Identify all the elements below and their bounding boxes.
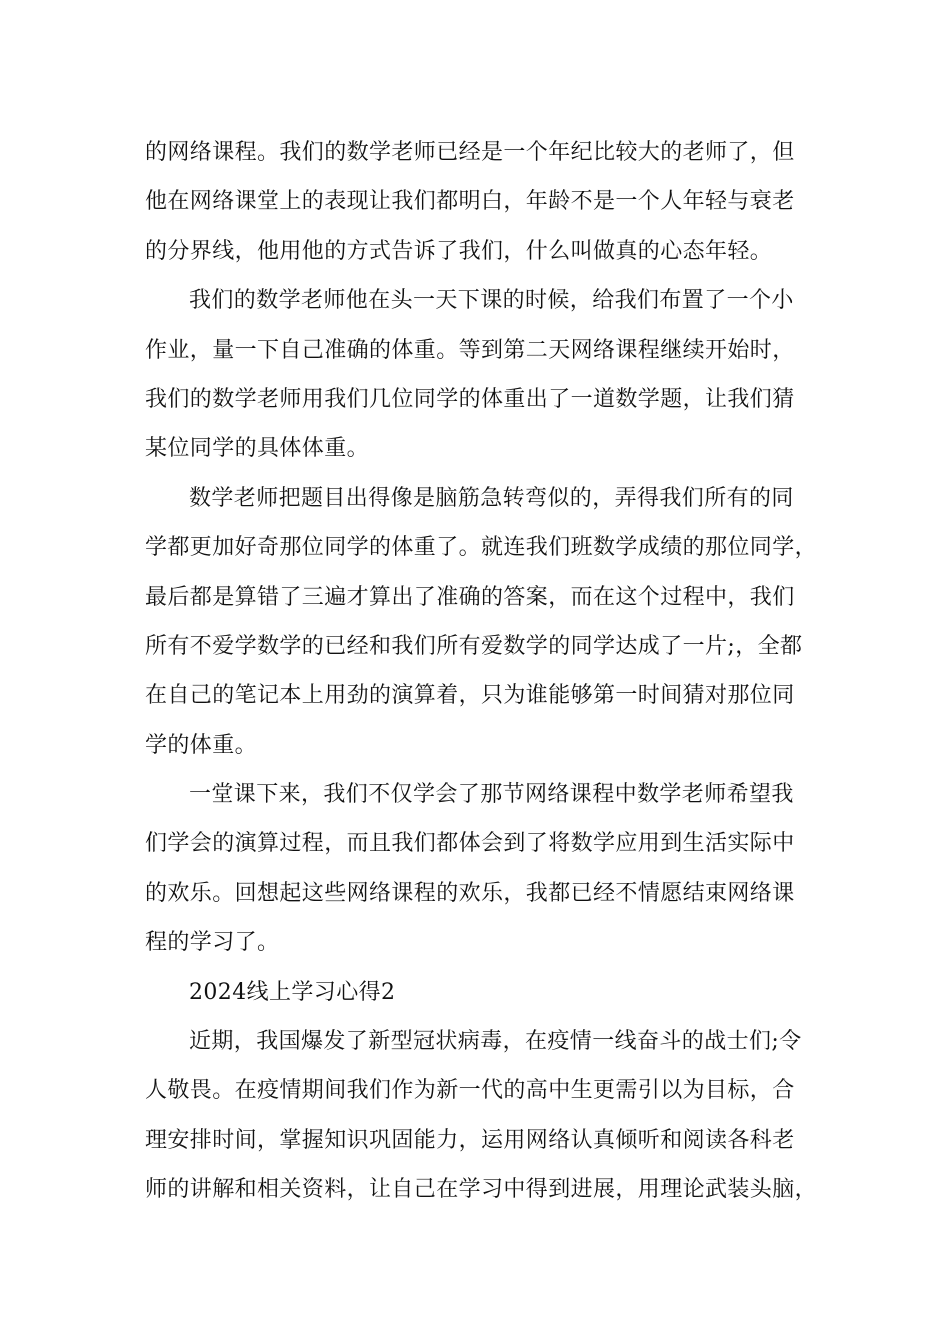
text-line: 我们的数学老师用我们几位同学的体重出了一道数学题，让我们猜 [145, 386, 795, 412]
text-line: 人敬畏。在疫情期间我们作为新一代的高中生更需引以为目标，合 [145, 1078, 795, 1104]
text-line: 在自己的笔记本上用劲的演算着，只为谁能够第一时间猜对那位同 [145, 683, 795, 709]
text-line: 学都更加好奇那位同学的体重了。就连我们班数学成绩的那位同学， [145, 535, 818, 561]
text-line: 学的体重。 [145, 732, 258, 758]
paragraph-first-line: 近期，我国爆发了新型冠状病毒，在疫情一线奋斗的战士们;令 [189, 1029, 802, 1055]
text-line: 的分界线，他用他的方式告诉了我们，什么叫做真的心态年轻。 [145, 238, 773, 264]
text-line: 程的学习了。 [145, 930, 280, 956]
text-line: 某位同学的具体体重。 [145, 436, 370, 462]
text-line: 作业，量一下自己准确的体重。等到第二天网络课程继续开始时， [145, 337, 795, 363]
text-line: 师的讲解和相关资料，让自己在学习中得到进展，用理论武装头脑， [145, 1177, 818, 1203]
document-body [145, 128, 830, 1215]
paragraph-first-line: 一堂课下来，我们不仅学会了那节网络课程中数学老师希望我 [189, 782, 794, 808]
text-line: 他在网络课堂上的表现让我们都明白，年龄不是一个人年轻与衰老 [145, 189, 795, 215]
text-line: 理安排时间，掌握知识巩固能力，运用网络认真倾听和阅读各科老 [145, 1127, 795, 1153]
text-line: 最后都是算错了三遍才算出了准确的答案，而在这个过程中，我们 [145, 584, 795, 610]
text-line: 们学会的演算过程，而且我们都体会到了将数学应用到生活实际中 [145, 831, 795, 857]
paragraph-first-line: 我们的数学老师他在头一天下课的时候，给我们布置了一个小 [189, 288, 794, 314]
paragraph-first-line: 数学老师把题目出得像是脑筋急转弯似的，弄得我们所有的同 [189, 485, 794, 511]
text-line: 所有不爱学数学的已经和我们所有爱数学的同学达成了一片;，全都 [145, 633, 803, 659]
text-line: 的网络课程。我们的数学老师已经是一个年纪比较大的老师了，但 [145, 140, 795, 165]
text-line: 的欢乐。回想起这些网络课程的欢乐，我都已经不情愿结束网络课 [145, 880, 795, 906]
section-heading: 2024线上学习心得2 [189, 979, 396, 1005]
